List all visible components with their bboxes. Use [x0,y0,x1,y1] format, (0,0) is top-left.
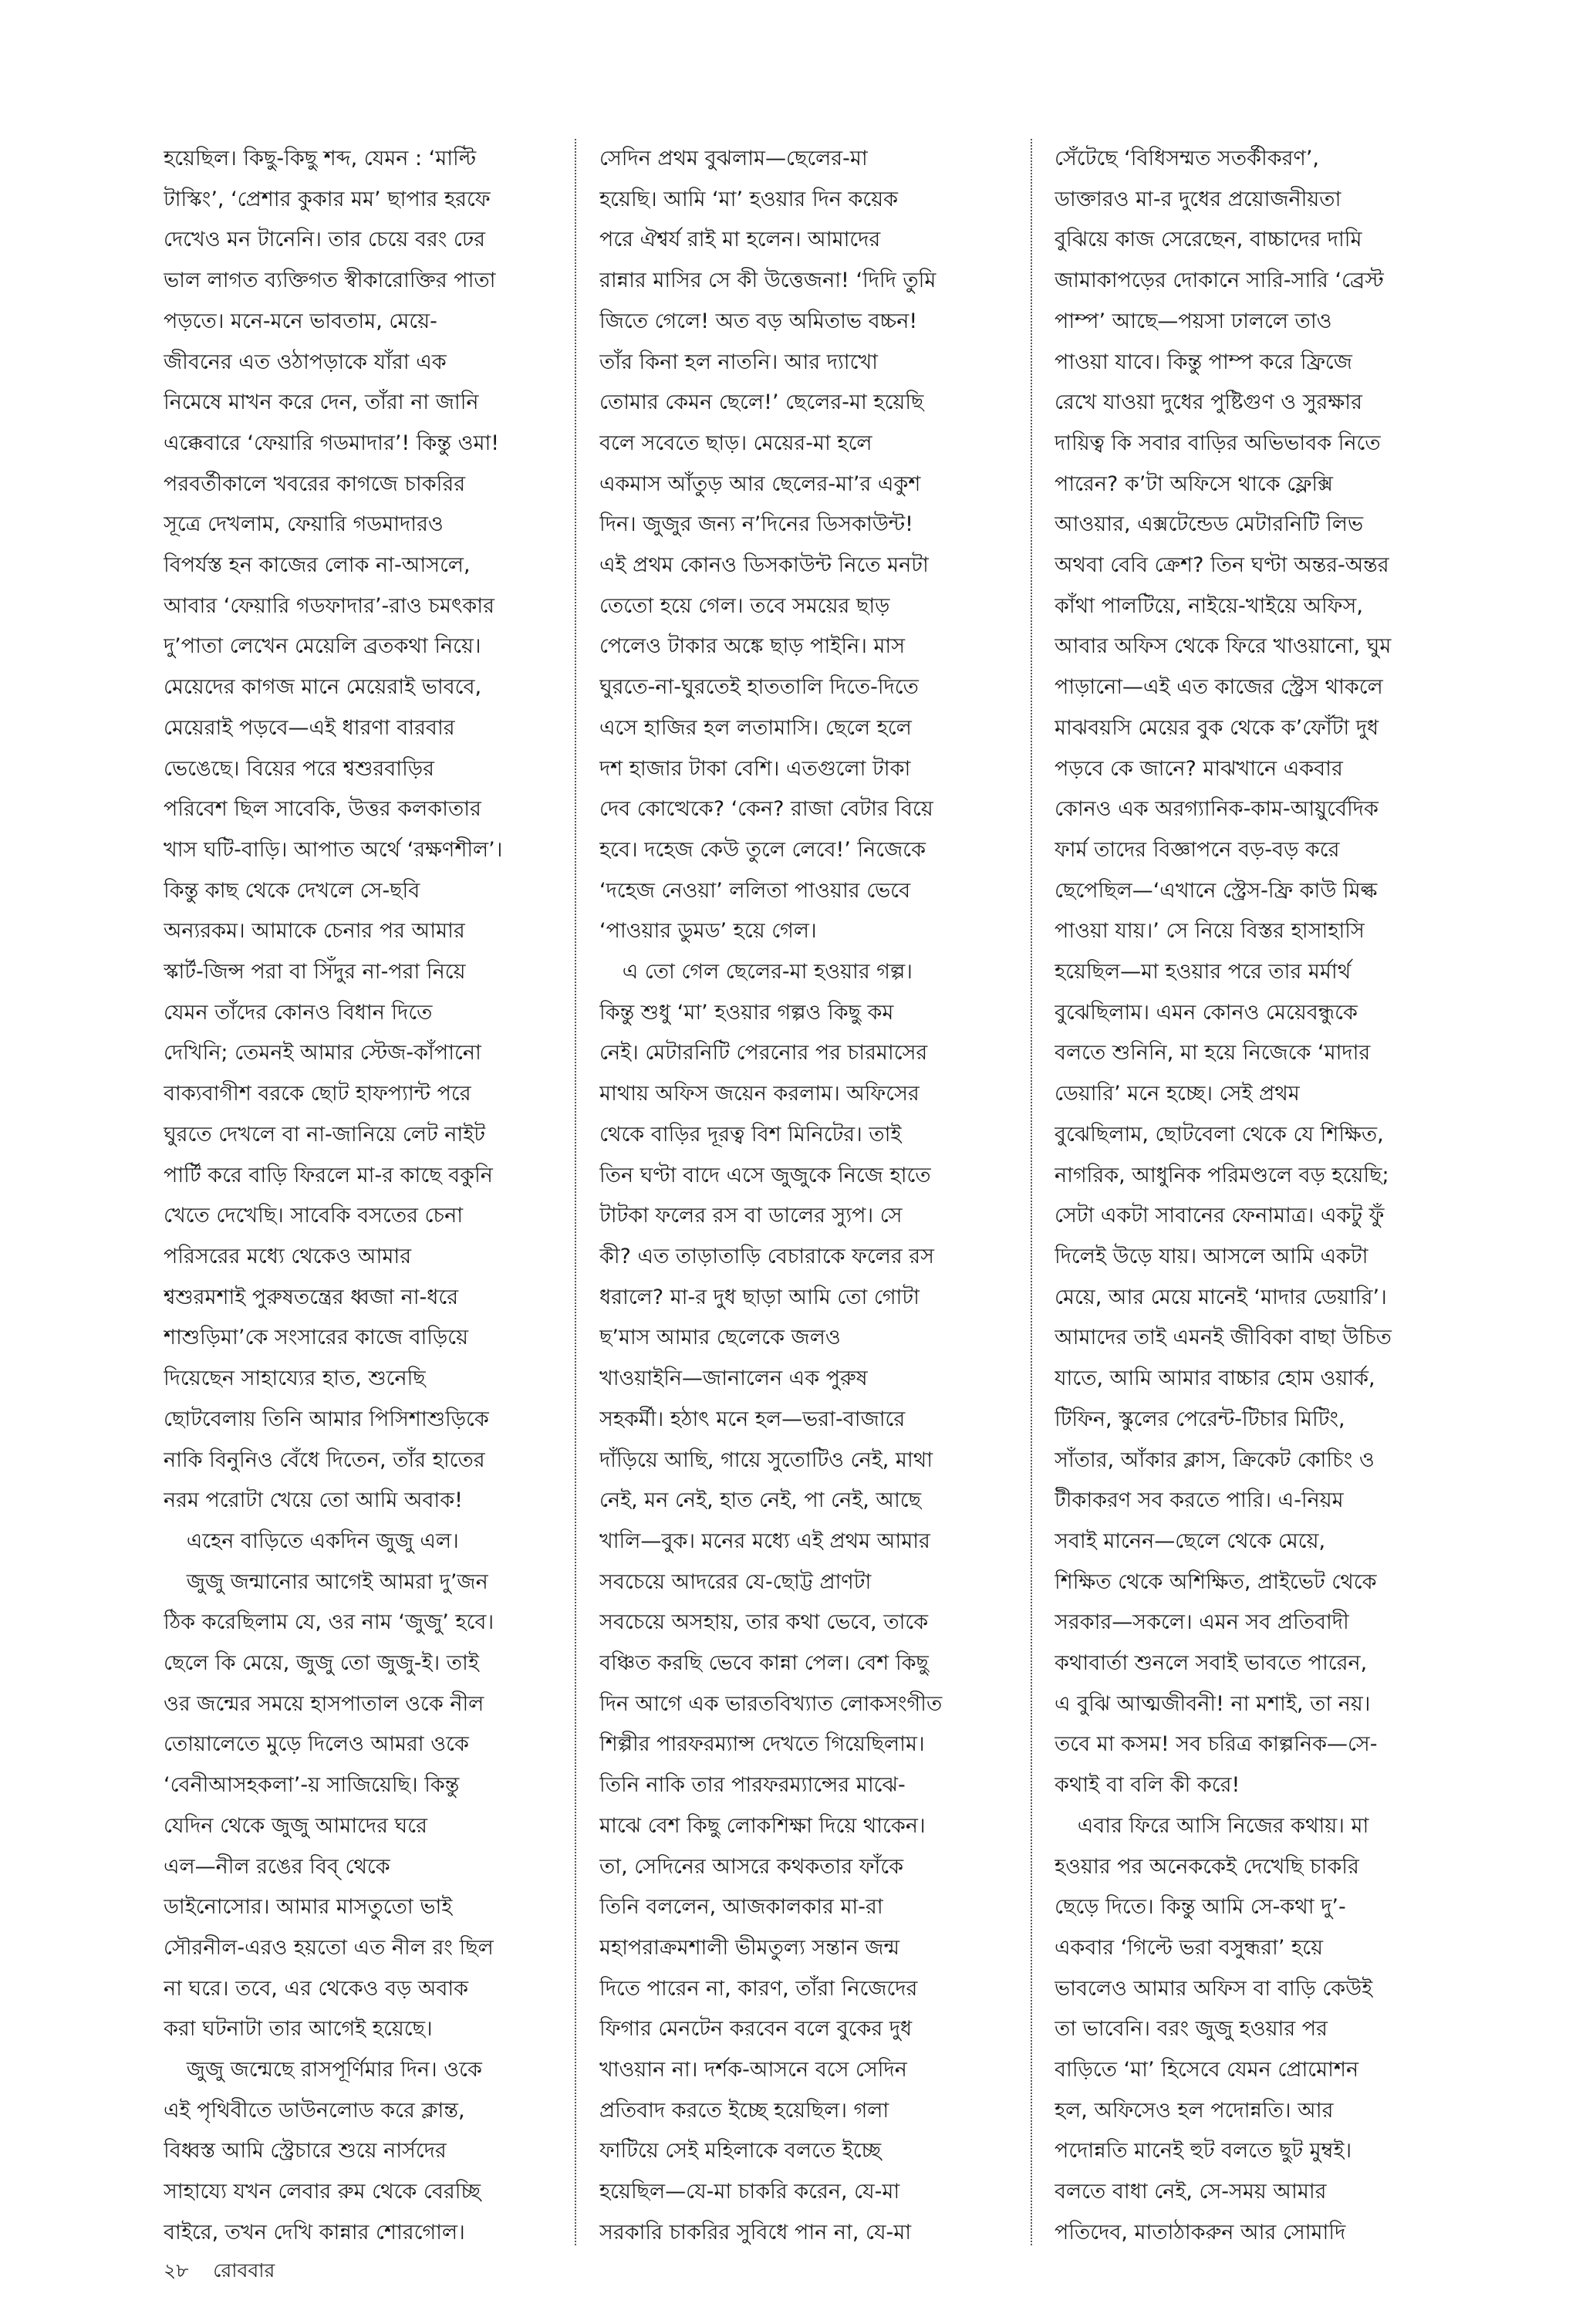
paragraph: জুজু জন্মেছে রাসপূর্ণিমার দিন। ওকে এই পৃথিবীতে ডাউনলোড করে ক্লান্ত, বিধ্বস্ত আমি স্ট্রেচারে শুয়ে নার্সদের সাহায্যে যখন লেবার রুম থেকে বেরচ্ছি বাইরে, তখন দেখি কান্নার শোরগোল। [164,2058,482,2245]
paragraph: এবার ফিরে আসি নিজের কথায়। মা হওয়ার পর অনেককেই দেখেছি চাকরি ছেড়ে দিতে। কিন্তু আমি সে-কথা দু’- একবার ‘গিল্টে ভরা বসুন্ধরা’ হয়ে ভাবলেও আমার অফিস বা বাড়ি কেউই তা ভাবেনি। বরং জুজু হওয়ার পর বাড়িতে ‘মা’ হিসেবে যেমন প্রোমোশন হল, অফিসেও হল পদোন্নতি। আর পদোন্নতি মানেই হুট বলতে ছুট মুম্বই। বলতে বাধা নেই, সে-সময় আমার পতিদেব, মাতাঠাকরুন আর সোমাদি [1055,1813,1373,2245]
paragraph: সেদিন প্রথম বুঝলাম—ছেলের-মা হয়েছি। আমি ‘মা’ হওয়ার দিন কয়েক পরে ঐশ্বর্য রাই মা হলেন। আমাদের রান্নার মাসির সে কী উত্তেজনা! ‘দিদি তুমি জিতে গেলে! অত বড় অমিতাভ বচ্চন! তাঁর কিনা হল নাতনি। আর দ্যাখো তোমার কেমন ছেলে!’ ছেলের-মা হয়েছি বলে সবেতে ছাড়। মেয়ের-মা হলে একমাস আঁতুড় আর ছেলের-মা’র একুশ দিন। জুজুর জন্য ন’দিনের ডিসকাউন্ট! এই প্রথম কোনও ডিসকাউন্ট নিতে মনটা তেতো হয়ে গেল। তবে সময়ের ছাড় পেলেও টাকার অঙ্কে ছাড় পাইনি। মাস ঘুরতে-না-ঘুরতেই হাততালি দিতে-দিতে এসে হাজির হল লতামাসি। ছেলে হলে দশ হাজার টাকা বেশি। এতগুলো টাকা দেব কোত্থেকে? ‘কেন? রাজা বেটার বিয়ে হবে। দহেজ কেউ তুলে লেবে!’ নিজেকে ‘দহেজ নেওয়া’ ললিতা পাওয়ার ভেবে ‘পাওয়ার ডুমড’ হয়ে গেল। [599,147,936,944]
column-divider [1031,139,1032,2245]
paragraph: এহেন বাড়িতে একদিন জুজু এল। [186,1529,459,1553]
column-divider [575,139,576,2245]
text-column-1 [164,139,554,2245]
page-number: ২৮ [164,2259,189,2282]
paragraph: জুজু জন্মানোর আগেই আমরা দু’জন ঠিক করেছিলাম যে, ওর নাম ‘জুজু’ হবে। ছেলে কি মেয়ে, জুজু তো জুজু-ই। তাই ওর জন্মের সময়ে হাসপাতাল ওকে নীল তোয়ালেতে মুড়ে দিলেও আমরা ওকে ‘বেনীআসহকলা’-য় সাজিয়েছি। কিন্তু যেদিন থেকে জুজু আমাদের ঘরে এল—নীল রঙের বিব্‌ থেকে ডাইনোসোর। আমার মাসতুতো ভাই সৌরনীল-এরও হয়তো এত নীল রং ছিল না ঘরে। তবে, এর থেকেও বড় অবাক করা ঘটনাটা তার আগেই হয়েছে। [164,1569,494,2042]
text-column-3 [1055,139,1463,2245]
paragraph: হয়েছিল। কিছু-কিছু শব্দ, যেমন : ‘মাল্টি টাস্কিং’, ‘প্রেশার কুকার মম’ ছাপার হরফে দেখেও মন টানেনি। তার চেয়ে বরং ঢের ভাল লাগত ব্যক্তিগত স্বীকারোক্তির পাতা পড়তে। মনে-মনে ভাবতাম, মেয়ে- জীবনের এত ওঠাপড়াকে যাঁরা এক নিমেষে মাখন করে দেন, তাঁরা না জানি এক্কেবারে ‘ফেয়ারি গডমাদার’! কিন্তু ওমা! পরবর্তীকালে খবরের কাগজে চাকরির সূত্রে দেখলাম, ফেয়ারি গডমাদারও বিপর্যস্ত হন কাজের লোক না-আসলে, আবার ‘ফেয়ারি গডফাদার’-রাও চমৎকার দু’পাতা লেখেন মেয়েলি ব্রতকথা নিয়ে। মেয়েদের কাগজ মানে মেয়েরাই ভাববে, মেয়েরাই পড়বে—এই ধারণা বারবার ভেঙেছে। বিয়ের পরে শ্বশুরবাড়ির পরিবেশ ছিল সাবেকি, উত্তর কলকাতার খাস ঘটি-বাড়ি। আপাত অর্থে ‘রক্ষণশীল’। কিন্তু কাছ থেকে দেখলে সে-ছবি অন্যরকম। আমাকে চেনার পর আমার স্কার্ট-জিন্স পরা বা সিঁদুর না-পরা নিয়ে যেমন তাঁদের কোনও বিধান দিতে দেখিনি; তেমনই আমার স্টেজ-কাঁপানো বাক্যবাগীশ বরকে ছোট হাফপ্যান্ট পরে ঘুরতে দেখলে বা না-জানিয়ে লেট নাইট পার্টি করে বাড়ি ফিরলে মা-র কাছে বকুনি খেতে দেখেছি। সাবেকি বসতের চেনা পরিসরের মধ্যে থেকেও আমার শ্বশুরমশাই পুরুষতন্ত্রের ধ্বজা না-ধরে শাশুড়িমা’কে সংসারের কাজে বাড়িয়ে দিয়েছেন সাহায্যের হাত, শুনেছি ছোটবেলায় তিনি আমার পিসিশাশুড়িকে নাকি বিনুনিও বেঁধে দিতেন, তাঁর হাতের নরম পরোটা খেয়ে তো আমি অবাক! [164,147,503,1513]
paragraph: সেঁটেছে ‘বিধিসম্মত সতর্কীকরণ’, ডাক্তারও মা-র দুধের প্রয়োজনীয়তা বুঝিয়ে কাজ সেরেছেন, বাচ্চাদের দামি জামাকাপড়ের দোকানে সারি-সারি ‘ব্রেস্ট পাম্প’ আছে—পয়সা ঢাললে তাও পাওয়া যাবে। কিন্তু পাম্প করে ফ্রিজে রেখে যাওয়া দুধের পুষ্টিগুণ ও সুরক্ষার দায়িত্ব কি সবার বাড়ির অভিভাবক নিতে পারেন? ক’টা অফিসে থাকে ফ্লেক্সি আওয়ার, এক্সটেন্ডেড মেটারনিটি লিভ অথবা বেবি ক্রেশ? তিন ঘণ্টা অন্তর-অন্তর কাঁথা পালটিয়ে, নাইয়ে-খাইয়ে অফিস, আবার অফিস থেকে ফিরে খাওয়ানো, ঘুম পাড়ানো—এই এত কাজের স্ট্রেস থাকলে মাঝবয়সি মেয়ের বুক থেকে ক’ফোঁটা দুধ পড়বে কে জানে? মাঝখানে একবার কোনও এক অরগ্যানিক-কাম-আয়ুর্বেদিক ফার্ম তাদের বিজ্ঞাপনে বড়-বড় করে ছেপেছিল—‘এখানে স্ট্রেস-ফ্রি কাউ মিল্ক পাওয়া যায়।’ সে নিয়ে বিস্তর হাসাহাসি হয়েছিল—মা হওয়ার পরে তার মর্মার্থ বুঝেছিলাম। এমন কোনও মেয়েবন্ধুকে বলতে শুনিনি, মা হয়ে নিজেকে ‘মাদার ডেয়ারি’ মনে হচ্ছে। সেই প্রথম বুঝেছিলাম, ছোটবেলা থেকে যে শিক্ষিত, নাগরিক, আধুনিক পরিমণ্ডলে বড় হয়েছি; সেটা একটা সাবানের ফেনামাত্র। একটু ফুঁ দিলেই উড়ে যায়। আসলে আমি একটা মেয়ে, আর মেয়ে মানেই ‘মাদার ডেয়ারি’। আমাদের তাই এমনই জীবিকা বাছা উচিত যাতে, আমি আমার বাচ্চার হোম ওয়ার্ক, টিফিন, স্কুলের পেরেন্ট-টিচার মিটিং, সাঁতার, আঁকার ক্লাস, ক্রিকেট কোচিং ও টীকাকরণ সব করতে পারি। এ-নিয়ম সবাই মানেন—ছেলে থেকে মেয়ে, শিক্ষিত থেকে অশিক্ষিত, প্রাইভেট থেকে সরকার—সকলে। এমন সব প্রতিবাদী কথাবার্তা শুনলে সবাই ভাবতে পারেন, এ বুঝি আত্মজীবনী! না মশাই, তা নয়। তবে মা কসম! সব চরিত্র কাল্পনিক—সে- কথাই বা বলি কী করে! [1055,147,1392,1798]
publication-name: রোববার [213,2259,275,2282]
page-footer [164,2255,275,2289]
paragraph: এ তো গেল ছেলের-মা হওয়ার গল্প। কিন্তু শুধু ‘মা’ হওয়ার গল্পও কিছু কম নেই। মেটারনিটি পেরনোর পর চারমাসের মাথায় অফিস জয়েন করলাম। অফিসের থেকে বাড়ির দূরত্ব বিশ মিনিটের। তাই তিন ঘণ্টা বাদে এসে জুজুকে নিজে হাতে টাটকা ফলের রস বা ডালের স্যুপ। সে কী? এত তাড়াতাড়ি বেচারাকে ফলের রস ধরালে? মা-র দুধ ছাড়া আমি তো গোটা ছ’মাস আমার ছেলেকে জলও খাওয়াইনি—জানালেন এক পুরুষ সহকর্মী। হঠাৎ মনে হল—ভরা-বাজারে দাঁড়িয়ে আছি, গায়ে সুতোটিও নেই, মাথা নেই, মন নেই, হাত নেই, পা নেই, আছে খালি—বুক। মনের মধ্যে এই প্রথম আমার সবচেয়ে আদরের যে-ছোট্ট প্রাণটা সবচেয়ে অসহায়, তার কথা ভেবে, তাকে বঞ্চিত করছি ভেবে কান্না পেল। বেশ কিছু দিন আগে এক ভারতবিখ্যাত লোকসংগীত শিল্পীর পারফরম্যান্স দেখতে গিয়েছিলাম। তিনি নাকি তার পারফরম্যান্সের মাঝে- মাঝে বেশ কিছু লোকশিক্ষা দিয়ে থাকেন। তা, সেদিনের আসরে কথকতার ফাঁকে তিনি বললেন, আজকালকার মা-রা মহাপরাক্রমশালী ভীমতুল্য সন্তান জন্ম দিতে পারেন না, কারণ, তাঁরা নিজেদের ফিগার মেনটেন করবেন বলে বুকের দুধ খাওয়ান না। দর্শক-আসনে বসে সেদিন প্রতিবাদ করতে ইচ্ছে হয়েছিল। গলা ফাটিয়ে সেই মহিলাকে বলতে ইচ্ছে হয়েছিল—যে-মা চাকরি করেন, যে-মা সরকারি চাকরির সুবিধে পান না, যে-মা [599,960,943,2245]
text-column-2 [599,139,1007,2245]
